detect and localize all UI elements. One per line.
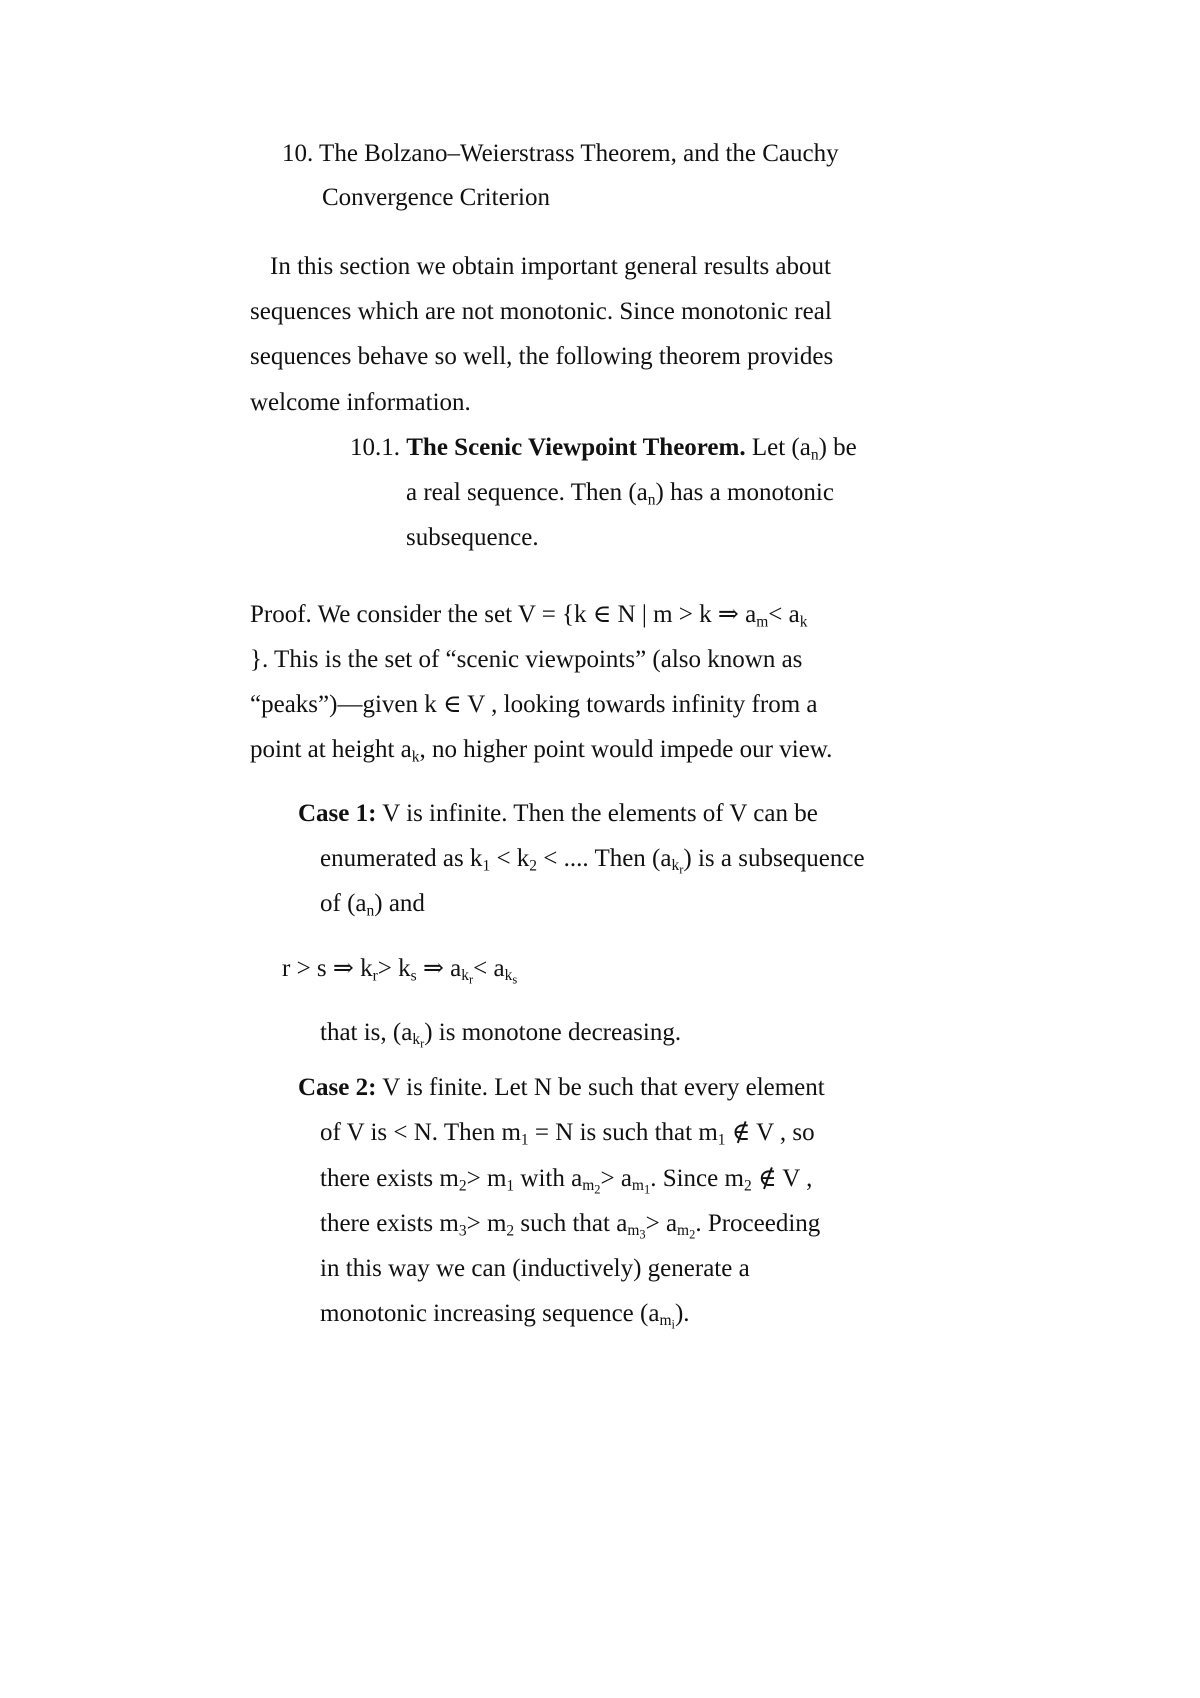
theorem-title: The Scenic Viewpoint Theorem. — [406, 434, 746, 461]
c2-l3e: . Since m — [650, 1165, 744, 1192]
c2-l2a: of V is < N. Then m — [320, 1119, 521, 1146]
c2-l3f: ∉ V , — [751, 1165, 813, 1192]
c2-l2b: = N is such that m — [528, 1119, 718, 1146]
proof-l1b: < a — [768, 601, 800, 628]
c2-sub-mi — [659, 1312, 675, 1332]
proof-line-4 — [250, 736, 833, 766]
case1-line-3 — [320, 890, 425, 920]
case1-after — [320, 1019, 682, 1051]
c2-sub-m2b-2: 2 — [689, 1227, 696, 1242]
proof-l4a: point at height a — [250, 736, 412, 763]
c2-sub-2b: 2 — [743, 1177, 752, 1195]
case1-line-1 — [298, 801, 818, 826]
c2-sub-m2-m: m — [582, 1177, 595, 1195]
c2-sub-m3-m: m — [627, 1222, 640, 1240]
case1-sub-n: n — [366, 902, 375, 920]
c2-l6b: ). — [674, 1300, 690, 1327]
c2-sub-m1 — [631, 1177, 651, 1197]
case2-line-4 — [320, 1210, 821, 1242]
eq-sub-kr — [461, 967, 474, 987]
c2-sub-1b: 1 — [717, 1131, 726, 1149]
c2-l4d: > a — [645, 1210, 678, 1237]
c2-sub-2c: 2 — [506, 1222, 515, 1240]
proof-l1a: Proof. We consider the set V = {k ∈ N | m > k ⇒ a — [250, 601, 757, 628]
case1-sub-1: 1 — [482, 857, 491, 875]
c2-sub-m2b — [677, 1222, 696, 1242]
eq-c: ⇒ a — [416, 955, 462, 982]
case1-l3b: ) and — [374, 890, 425, 917]
case2-line-1 — [298, 1075, 825, 1100]
intro-line-4: welcome information. — [250, 389, 471, 416]
c2-sub-m1-m: m — [631, 1177, 644, 1195]
c2-l3d: > a — [600, 1165, 632, 1192]
case1-equation — [282, 955, 518, 987]
after-sub-kr — [412, 1031, 425, 1051]
proof-line-3: “peaks”)—given k ∈ V , looking towards infinity from a — [250, 691, 818, 718]
case1-sub-2: 2 — [529, 857, 538, 875]
theorem-let: Let (a — [751, 434, 811, 461]
c2-l3a: there exists m — [320, 1165, 459, 1192]
proof-l4b: , no higher point would impede our view. — [419, 736, 833, 763]
case1-sub-kr — [671, 857, 684, 877]
eq-sub-k1: k — [461, 967, 469, 985]
after-b: ) is monotone decreasing. — [424, 1019, 682, 1046]
c2-sub-m2 — [582, 1177, 601, 1197]
case1-l2d: ) is a subsequence — [683, 845, 865, 872]
c2-l4b: > m — [466, 1210, 507, 1237]
c2-l6a: monotonic increasing sequence (a — [320, 1300, 660, 1327]
case1-l2c: < .... Then (a — [537, 845, 672, 872]
after-sub-k: k — [412, 1031, 421, 1049]
case1-sub-k: k — [671, 857, 680, 875]
case1-l1: V is infinite. Then the elements of V can be — [376, 800, 818, 827]
after-a: that is, (a — [320, 1019, 413, 1046]
eq-b: > k — [377, 955, 411, 982]
c2-sub-mi-m: m — [659, 1312, 672, 1330]
c2-l4e: . Proceeding — [695, 1210, 821, 1237]
proof-line-1 — [250, 601, 808, 631]
intro-line-2: sequences which are not monotonic. Since monotonic real — [250, 298, 832, 325]
section-heading-cont: Convergence Criterion — [322, 184, 550, 211]
eq-d: < a — [473, 955, 505, 982]
c2-sub-m2-2: 2 — [594, 1182, 601, 1197]
case1-l3a: of (a — [320, 890, 367, 917]
case2-line-6 — [320, 1300, 690, 1332]
c2-sub-m2b-m: m — [677, 1222, 690, 1240]
intro-line-1: In this section we obtain important general results about — [270, 253, 831, 280]
c2-sub-m3-3: 3 — [639, 1227, 646, 1242]
theorem-l2b: ) has a monotonic — [655, 479, 834, 506]
case2-l1: V is finite. Let N be such that every element — [376, 1074, 825, 1101]
after-sub-r: r — [420, 1036, 425, 1051]
eq-sub-k2: k — [504, 967, 513, 985]
c2-l4a: there exists m — [320, 1210, 459, 1237]
c2-sub-2a: 2 — [458, 1177, 467, 1195]
c2-sub-m1-1: 1 — [643, 1182, 651, 1197]
c2-l4c: such that a — [514, 1210, 628, 1237]
c2-l2c: ∉ V , so — [725, 1119, 815, 1146]
theorem-l2a: a real sequence. Then (a — [406, 479, 648, 506]
eq-sub-r: r — [372, 967, 378, 985]
case1-sub-r: r — [679, 862, 684, 877]
case2-label: Case 2: — [298, 1074, 377, 1101]
c2-sub-1c: 1 — [506, 1177, 515, 1195]
eq-a: r > s ⇒ k — [282, 955, 373, 982]
intro-line-3: sequences behave so well, the following theorem provides — [250, 343, 834, 370]
theorem-line-1 — [350, 434, 857, 464]
case1-line-2 — [320, 845, 865, 877]
c2-sub-1a: 1 — [520, 1131, 529, 1149]
eq-sub-r2: r — [468, 972, 474, 987]
case1-label: Case 1: — [298, 800, 377, 827]
c2-l3c: with a — [514, 1165, 583, 1192]
eq-sub-s: s — [410, 967, 417, 985]
theorem-be: ) be — [818, 434, 857, 461]
theorem-sub-n: n — [810, 446, 819, 464]
proof-sub-m: m — [756, 613, 769, 631]
case2-line-3 — [320, 1165, 813, 1197]
eq-sub-s2: s — [512, 972, 518, 987]
case1-l2b: < k — [490, 845, 530, 872]
section-heading: 10. The Bolzano–Weierstrass Theorem, and the Cauchy — [282, 140, 839, 167]
eq-sub-ks — [504, 967, 518, 987]
c2-l3b: > m — [466, 1165, 507, 1192]
theorem-line-2 — [406, 479, 834, 509]
theorem-sub-n-2: n — [647, 491, 656, 509]
c2-sub-3a: 3 — [458, 1222, 467, 1240]
c2-sub-mi-i: i — [671, 1317, 675, 1332]
proof-line-2: }. This is the set of “scenic viewpoints” (also known as — [250, 646, 803, 673]
case2-line-2 — [320, 1119, 815, 1149]
proof-sub-k: k — [799, 613, 808, 631]
theorem-number: 10.1. — [350, 434, 400, 461]
case2-line-5: in this way we can (inductively) generate a — [320, 1255, 750, 1282]
case1-l2a: enumerated as k — [320, 845, 483, 872]
theorem-line-3: subsequence. — [406, 524, 539, 551]
c2-sub-m3 — [627, 1222, 646, 1242]
proof-sub-k-2: k — [411, 748, 420, 766]
